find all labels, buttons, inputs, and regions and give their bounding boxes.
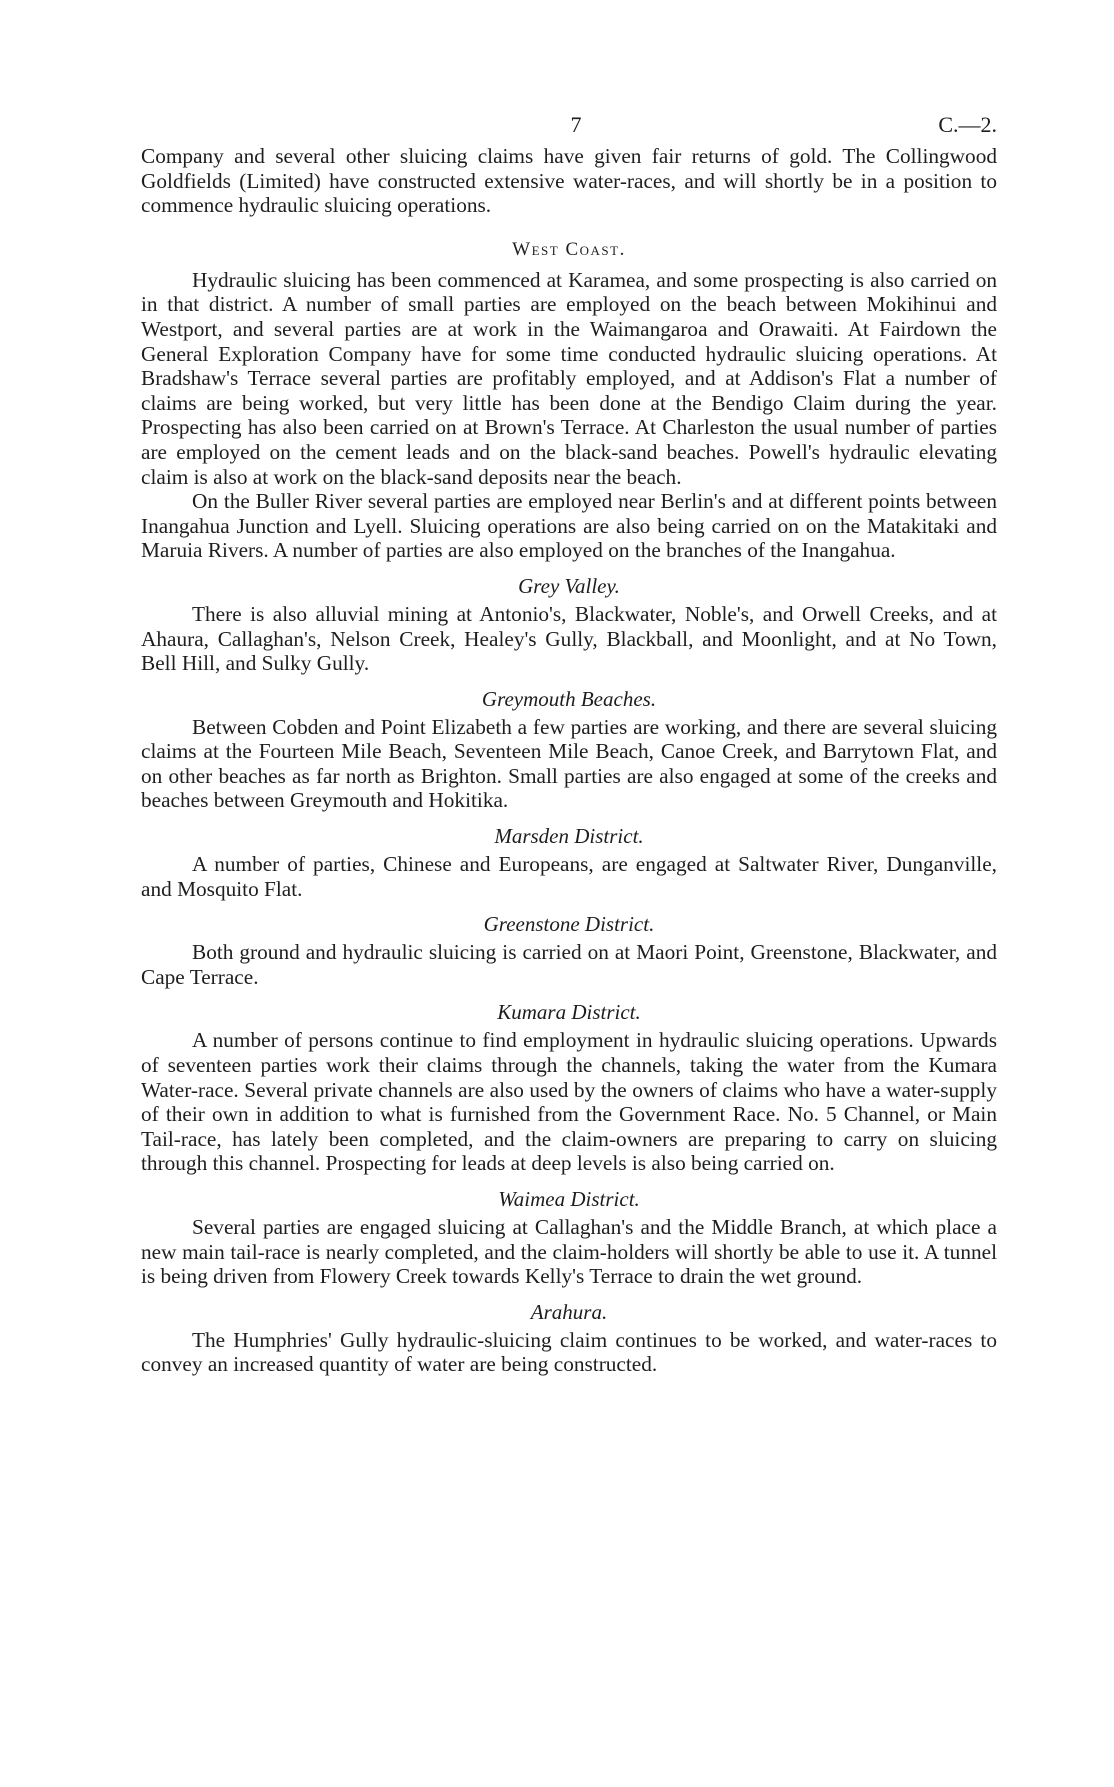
west-coast-paragraph: Hydraulic sluicing has been commenced at Karamea, and some prospecting is also carried on in that district. A number of small parties are employed on the beach between Mokihinui and Westport, and several parties are at work in the Waimangaroa and Orawaiti. At Fairdown the General Exploration Company have for some time conducted hydraulic sluicing operations. At Bradshaw's Terrace several parties are profitably employed, and at Addison's Flat a number of claims are being worked, but very little has been done at the Bendigo Claim during the year. Prospecting has also been carried on at Brown's Terrace. At Charleston the usual number of parties are employed on the cement leads and on the black-sand beaches. Powell's hydraulic elevating claim is also at work on the black-sand deposits near the beach. xyxy=(141,267,997,489)
waimea-district-paragraph: Several parties are engaged sluicing at Callaghan's and the Middle Branch, at which place a new main tail-race is nearly completed, and the claim-holders will shortly be able to use it. A tunnel is being driven from Flowery Creek towards Kelly's Terrace to drain the wet ground. xyxy=(141,1215,997,1289)
heading-arahura: Arahura. xyxy=(530,1299,608,1324)
page-header xyxy=(141,112,997,144)
heading-marsden-district: Marsden District. xyxy=(494,824,644,849)
heading-waimea-district: Waimea District. xyxy=(498,1187,640,1211)
heading-greenstone-district: Greenstone District. xyxy=(483,912,655,937)
marsden-district-paragraph: A number of parties, Chinese and Europeans, are engaged at Saltwater River, Dunganville, and Mosquito Flat. xyxy=(141,852,997,901)
greymouth-beaches-paragraph: Between Cobden and Point Elizabeth a few parties are working, and there are several sluicing claims at the Fourteen Mile Beach, Seventeen Mile Beach, Canoe Creek, and Barrytown Flat, and on other beaches as far north as Brighton. Small parties are also engaged at some of the creeks and beaches between Greymouth and Hokitika. xyxy=(141,714,997,813)
buller-river-paragraph: On the Buller River several parties are employed near Berlin's and at different points between Inangahua Junction and Lyell. Sluicing operations are also being carried on on the Matakitaki and Maruia Rivers. A number of parties are also employed on the branches of the Inangahua. xyxy=(141,489,997,563)
heading-kumara-district: Kumara District. xyxy=(497,1000,641,1025)
intro-paragraph: Company and several other sluicing claims have given fair returns of gold. The Collingwood Goldfields (Limited) have constructed extensive water-races, and will shortly be in a position to commence hydraulic sluicing operations. xyxy=(141,144,997,218)
document-page xyxy=(141,112,997,1377)
section-heading-west-coast: West Coast. xyxy=(512,238,626,260)
heading-grey-valley: Grey Valley. xyxy=(518,573,620,598)
kumara-district-paragraph: A number of persons continue to find employment in hydraulic sluicing operations. Upwards of seventeen parties work their claims through the channels, taking the water from the Kumara Water-race. Several private channels are also used by the owners of claims who have a water-supply of their own in addition to what is furnished from the Government Race. No. 5 Channel, or Main Tail-race, has lately been completed, and the claim-owners are preparing to carry on sluicing through this channel. Prospecting for leads at deep levels is also being carried on. xyxy=(141,1028,997,1176)
greenstone-district-paragraph: Both ground and hydraulic sluicing is carried on at Maori Point, Greenstone, Blackwater, and Cape Terrace. xyxy=(141,940,997,989)
grey-valley-paragraph: There is also alluvial mining at Antonio's, Blackwater, Noble's, and Orwell Creeks, and at Ahaura, Callaghan's, Nelson Creek, Healey's Gully, Blackball, and Moonlight, and at No Town, Bell Hill, and Sulky Gully. xyxy=(141,601,997,676)
arahura-paragraph: The Humphries' Gully hydraulic-sluicing claim continues to be worked, and water-races to convey an increased quantity of water are being constructed. xyxy=(141,1327,997,1377)
heading-greymouth-beaches: Greymouth Beaches. xyxy=(481,686,657,711)
page-number: 7 xyxy=(570,112,582,137)
document-reference: C.—2. xyxy=(938,112,997,137)
